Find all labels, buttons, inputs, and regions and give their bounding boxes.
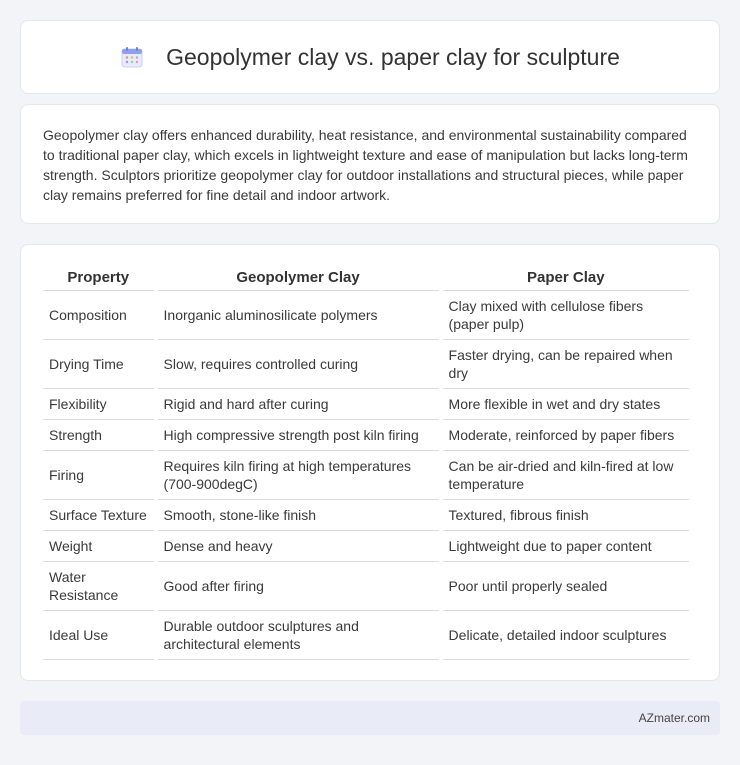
geopolymer-cell: High compressive strength post kiln firing bbox=[158, 420, 439, 451]
column-header-paper: Paper Clay bbox=[443, 265, 689, 291]
geopolymer-cell: Inorganic aluminosilicate polymers bbox=[158, 291, 439, 340]
geopolymer-cell: Rigid and hard after curing bbox=[158, 389, 439, 420]
paper-cell: Clay mixed with cellulose fibers (paper pulp) bbox=[443, 291, 689, 340]
table-header-row bbox=[43, 265, 689, 291]
geopolymer-cell: Good after firing bbox=[158, 562, 439, 611]
paper-cell: More flexible in wet and dry states bbox=[443, 389, 689, 420]
property-cell: Strength bbox=[43, 420, 154, 451]
geopolymer-cell: Slow, requires controlled curing bbox=[158, 340, 439, 389]
property-cell: Water Resistance bbox=[43, 562, 154, 611]
table-row bbox=[43, 562, 689, 611]
page-title: Geopolymer clay vs. paper clay for sculpture bbox=[166, 43, 620, 70]
paper-cell: Moderate, reinforced by paper fibers bbox=[443, 420, 689, 451]
table-row bbox=[43, 500, 689, 531]
summary-card bbox=[20, 104, 720, 224]
table-row bbox=[43, 291, 689, 340]
property-cell: Weight bbox=[43, 531, 154, 562]
property-cell: Surface Texture bbox=[43, 500, 154, 531]
property-cell: Firing bbox=[43, 451, 154, 500]
paper-cell: Faster drying, can be repaired when dry bbox=[443, 340, 689, 389]
calendar-icon bbox=[120, 45, 144, 69]
property-cell: Composition bbox=[43, 291, 154, 340]
comparison-table-card bbox=[20, 244, 720, 681]
paper-cell: Poor until properly sealed bbox=[443, 562, 689, 611]
column-header-geopolymer: Geopolymer Clay bbox=[158, 265, 439, 291]
property-cell: Ideal Use bbox=[43, 611, 154, 660]
property-cell: Flexibility bbox=[43, 389, 154, 420]
paper-cell: Textured, fibrous finish bbox=[443, 500, 689, 531]
paper-cell: Can be air-dried and kiln-fired at low temperature bbox=[443, 451, 689, 500]
table-row bbox=[43, 531, 689, 562]
column-header-property: Property bbox=[43, 265, 154, 291]
geopolymer-cell: Durable outdoor sculptures and architectural elements bbox=[158, 611, 439, 660]
geopolymer-cell: Requires kiln firing at high temperatures (700-900degC) bbox=[158, 451, 439, 500]
table-row bbox=[43, 389, 689, 420]
geopolymer-cell: Dense and heavy bbox=[158, 531, 439, 562]
footer-bar bbox=[20, 701, 720, 735]
paper-cell: Lightweight due to paper content bbox=[443, 531, 689, 562]
table-row bbox=[43, 420, 689, 451]
comparison-table bbox=[39, 265, 693, 660]
footer-site-label[interactable]: AZmater.com bbox=[638, 711, 710, 725]
paper-cell: Delicate, detailed indoor sculptures bbox=[443, 611, 689, 660]
table-row bbox=[43, 340, 689, 389]
summary-text: Geopolymer clay offers enhanced durability, heat resistance, and environmental sustainability compared to traditional paper clay, which excels in lightweight texture and ease of manipulation but lacks long-term strength. Sculptors prioritize geopolymer clay for outdoor installations and structural pieces, while paper clay remains preferred for fine detail and indoor artwork. bbox=[43, 127, 688, 203]
table-row bbox=[43, 611, 689, 660]
geopolymer-cell: Smooth, stone-like finish bbox=[158, 500, 439, 531]
table-row bbox=[43, 451, 689, 500]
property-cell: Drying Time bbox=[43, 340, 154, 389]
header-card bbox=[20, 20, 720, 94]
